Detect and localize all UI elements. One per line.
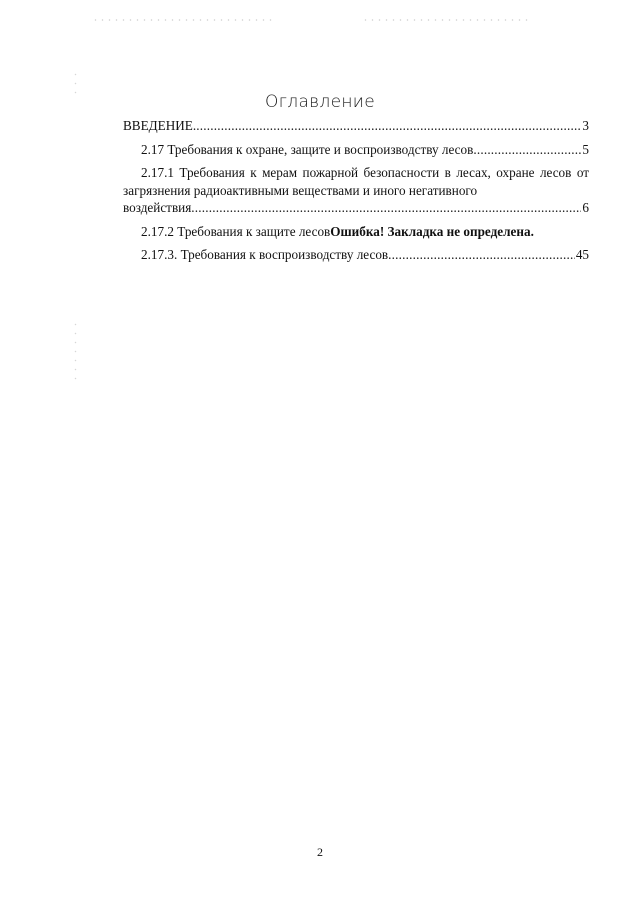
toc-entry-2-17-1[interactable] (123, 164, 589, 217)
table-of-contents (123, 117, 589, 270)
toc-leader-dots (191, 199, 581, 217)
toc-leader-dots (388, 246, 575, 264)
toc-entry-label: 2.17.1 Требования к мерам пожарной безопасности в лесах, охране лесов от загрязнения радиоактивными веществами и иного негативного (123, 165, 589, 198)
scan-noise (92, 18, 272, 22)
toc-entry-2-17-2[interactable] (123, 223, 589, 241)
toc-leader-dots (193, 117, 582, 135)
toc-entry-label: 2.17.2 Требования к защите лесов (141, 223, 331, 239)
toc-heading: Оглавление (264, 92, 376, 112)
toc-entry-page: 6 (582, 200, 589, 215)
bookmark-error-text: Ошибка! Закладка не определена. (330, 223, 534, 239)
toc-entry-2-17[interactable] (123, 141, 589, 159)
page-number: 2 (317, 845, 323, 859)
toc-entry-2-17-3[interactable] (123, 246, 589, 264)
toc-entry-introduction[interactable] (123, 117, 589, 135)
scan-noise (74, 320, 77, 380)
toc-entry-label: ВВЕДЕНИЕ (123, 118, 193, 133)
toc-entry-page: 3 (582, 118, 589, 133)
toc-entry-page: 5 (582, 141, 589, 157)
toc-entry-label: 2.17.3. Требования к воспроизводству лесов (141, 247, 389, 262)
toc-entry-label-continued: воздействия (123, 200, 192, 215)
toc-entry-page: 45 (575, 247, 589, 262)
toc-leader-dots (473, 141, 581, 159)
scan-noise (362, 18, 532, 22)
toc-entry-label: 2.17 Требования к охране, защите и воспроизводству лесов (141, 141, 474, 157)
